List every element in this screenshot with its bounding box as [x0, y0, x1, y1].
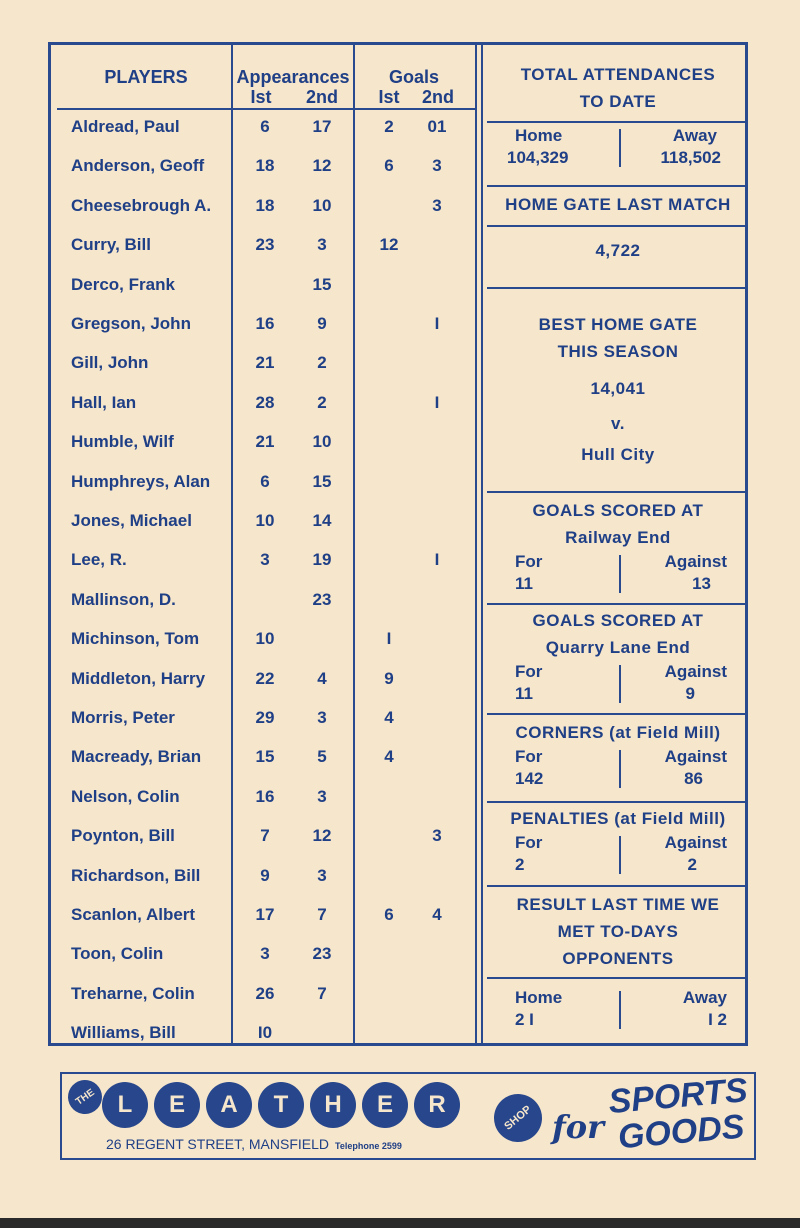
- rule: [487, 801, 747, 803]
- player-name: Jones, Michael: [71, 511, 192, 530]
- best-home-gate: [487, 311, 749, 468]
- appearances-header: Appearances: [236, 67, 350, 87]
- player-name: Morris, Peter: [71, 708, 175, 727]
- address-text: 26 REGENT STREET, MANSFIELD: [106, 1136, 330, 1152]
- goals-1st: 2: [384, 117, 394, 136]
- attendances-figures: [487, 125, 749, 169]
- player-name: Humble, Wilf: [71, 432, 174, 452]
- appearances-2nd: 4: [317, 668, 327, 688]
- table-row: [51, 982, 476, 1022]
- away-attendance: 118,502: [660, 148, 721, 167]
- best-gate-subtitle: THIS SEASON: [557, 342, 679, 361]
- appearances-2nd: 2: [317, 392, 327, 412]
- split-line: [619, 991, 621, 1029]
- player-name: Cheesebrough A.: [71, 195, 212, 215]
- appearances-1st: I0: [257, 1023, 273, 1043]
- player-name: Scanlon, Albert: [71, 905, 196, 924]
- appearances-1st: 9: [260, 865, 270, 885]
- telephone-text: Telephone 2599: [335, 1141, 402, 1151]
- last-result-title: RESULT LAST TIME WE: [516, 895, 720, 914]
- table-row: [51, 942, 476, 982]
- letter-circle: T: [258, 1082, 304, 1128]
- player-name: Macready, Brian: [71, 747, 202, 767]
- sports-word: SPORTS: [607, 1071, 750, 1122]
- the-badge: THE: [61, 1073, 108, 1120]
- rule: [487, 185, 747, 187]
- player-name: Williams, Bill: [71, 1023, 176, 1043]
- home-label: Home: [515, 126, 563, 145]
- away-label: Away: [672, 126, 717, 145]
- goals-1st: 6: [384, 156, 394, 176]
- appearances-1st: 18: [255, 195, 275, 215]
- app-1st-header: Ist: [250, 87, 272, 107]
- corners-title: CORNERS (at Field Mill): [515, 723, 721, 742]
- best-gate-value: 14,041: [590, 379, 646, 398]
- goals-2nd-header: 2nd: [421, 87, 454, 107]
- player-name: Mallinson, D.: [71, 589, 176, 609]
- appearances-1st: 21: [255, 432, 275, 452]
- corners-for: 142: [515, 769, 544, 788]
- appearances-1st: 22: [255, 668, 275, 688]
- for-text: for: [552, 1108, 604, 1146]
- player-name: Gregson, John: [71, 314, 191, 333]
- table-row: [51, 233, 476, 273]
- appearances-1st: 15: [255, 747, 275, 767]
- appearances-2nd: 3: [317, 865, 327, 885]
- goals-2nd: I: [434, 392, 440, 412]
- letter-circle: L: [102, 1082, 148, 1128]
- leather-shop-advert: [60, 1072, 756, 1160]
- last-gate-value: 4,722: [595, 241, 641, 260]
- best-gate-opponent: Hull City: [581, 445, 655, 464]
- letter-circle: E: [362, 1082, 408, 1128]
- table-row: [51, 706, 476, 746]
- appearances-1st: 18: [255, 156, 275, 176]
- goals-1st: 12: [379, 235, 399, 255]
- railway-for: 11: [515, 574, 533, 593]
- goals-1st: 4: [384, 747, 394, 767]
- appearances-1st: 28: [255, 392, 275, 412]
- appearances-2nd: 14: [312, 511, 332, 530]
- rule: [487, 977, 747, 979]
- table-row: [51, 194, 476, 234]
- players-header: PLAYERS: [104, 67, 188, 87]
- quarry-for: 11: [515, 684, 533, 703]
- appearances-2nd: 23: [312, 944, 332, 964]
- appearances-1st: 29: [255, 708, 275, 727]
- appearances-2nd: 15: [312, 274, 332, 294]
- table-row: [51, 273, 476, 313]
- rule: [487, 885, 747, 887]
- appearances-2nd: 17: [312, 117, 332, 136]
- against-label: Against: [664, 662, 727, 681]
- goals-2nd: 3: [432, 156, 442, 176]
- penalties-title: PENALTIES (at Field Mill): [510, 809, 726, 828]
- appearances-2nd: 2: [317, 353, 327, 373]
- split-line: [619, 129, 621, 167]
- appearances-1st: 23: [255, 235, 275, 255]
- table-row: [51, 667, 476, 707]
- goals-2nd: 4: [432, 905, 442, 924]
- corners-against: 86: [684, 769, 703, 788]
- appearances-2nd: 7: [317, 983, 327, 1003]
- table-row: [51, 785, 476, 825]
- sports-goods-text: [607, 1072, 752, 1156]
- last-result-scores: [487, 987, 749, 1031]
- goods-word: GOODS: [616, 1107, 746, 1157]
- quarry-end-goals: [487, 607, 749, 705]
- letter-circle: A: [206, 1082, 252, 1128]
- appearances-2nd: 10: [312, 195, 332, 215]
- for-label: For: [515, 833, 543, 852]
- appearances-2nd: 10: [312, 432, 332, 452]
- shop-address: [106, 1136, 402, 1152]
- goals-2nd: I: [434, 550, 440, 570]
- last-result-away: I 2: [708, 1010, 727, 1029]
- appearances-2nd: 23: [312, 589, 332, 609]
- split-line: [619, 836, 621, 874]
- appearances-2nd: 3: [317, 235, 327, 255]
- player-name: Anderson, Geoff: [71, 156, 205, 176]
- quarry-title: GOALS SCORED AT: [532, 611, 704, 630]
- home-attendance: 104,329: [507, 148, 569, 167]
- stats-frame: [48, 42, 748, 1046]
- table-row: [51, 391, 476, 431]
- railway-title: GOALS SCORED AT: [532, 501, 704, 520]
- goals-1st: 4: [384, 708, 394, 727]
- attendances-subtitle: TO DATE: [579, 92, 657, 111]
- quarry-subtitle: Quarry Lane End: [545, 638, 691, 657]
- app-2nd-header: 2nd: [305, 87, 338, 107]
- last-result-home: 2 I: [515, 1010, 534, 1029]
- appearances-2nd: 9: [317, 314, 327, 333]
- appearances-1st: 16: [255, 786, 275, 806]
- page-edge: [0, 1218, 800, 1228]
- divider: [481, 45, 483, 1043]
- penalties-for: 2: [515, 855, 525, 874]
- player-name: Lee, R.: [71, 550, 127, 570]
- appearances-1st: 3: [260, 550, 270, 570]
- appearances-2nd: 3: [317, 786, 327, 806]
- player-name: Middleton, Harry: [71, 668, 206, 688]
- table-row: [51, 115, 476, 155]
- rule: [487, 121, 747, 123]
- table-row: [51, 430, 476, 470]
- player-name: Derco, Frank: [71, 274, 175, 294]
- appearances-2nd: 12: [312, 826, 332, 846]
- last-result: [487, 891, 749, 972]
- split-line: [619, 555, 621, 593]
- railway-against: 13: [692, 574, 711, 593]
- appearances-1st: 7: [260, 826, 270, 846]
- table-row: [51, 745, 476, 785]
- appearances-1st: 10: [255, 629, 275, 649]
- goals-1st: 9: [384, 668, 394, 688]
- table-row: [51, 548, 476, 588]
- player-name: Treharne, Colin: [71, 983, 195, 1003]
- rule: [487, 491, 747, 493]
- total-attendances: [487, 61, 749, 115]
- goals-1st-header: Ist: [378, 87, 400, 107]
- goals-2nd: I: [434, 314, 440, 333]
- appearances-1st: 3: [260, 944, 270, 964]
- quarry-against: 9: [685, 684, 695, 703]
- appearances-1st: 6: [260, 117, 270, 136]
- player-name: Toon, Colin: [71, 944, 164, 964]
- for-label: For: [515, 552, 543, 571]
- against-label: Against: [664, 552, 727, 571]
- corners: [487, 719, 749, 790]
- best-gate-title: BEST HOME GATE: [538, 315, 698, 334]
- goals-2nd: 01: [427, 117, 447, 136]
- appearances-1st: 10: [255, 511, 275, 530]
- rule: [487, 603, 747, 605]
- goals-header: Goals: [388, 67, 440, 87]
- table-row: [51, 351, 476, 391]
- against-label: Against: [664, 833, 727, 852]
- for-label: For: [515, 662, 543, 681]
- player-name: Richardson, Bill: [71, 865, 201, 885]
- last-result-title-3: OPPONENTS: [562, 949, 674, 968]
- letter-circle: E: [154, 1082, 200, 1128]
- railway-end-goals: [487, 497, 749, 595]
- table-row: [51, 627, 476, 667]
- player-name: Curry, Bill: [71, 235, 151, 255]
- penalties: [487, 805, 749, 876]
- appearances-1st: 6: [260, 471, 270, 491]
- last-gate-value-box: [487, 237, 749, 264]
- header-rule: [57, 108, 475, 110]
- best-gate-vs: v.: [611, 414, 625, 433]
- away-label: Away: [682, 988, 727, 1007]
- player-name: Humphreys, Alan: [71, 471, 211, 491]
- table-row: [51, 588, 476, 628]
- goals-2nd: 3: [432, 826, 442, 846]
- appearances-1st: 26: [255, 983, 275, 1003]
- appearances-2nd: 5: [317, 747, 327, 767]
- for-label: For: [515, 747, 543, 766]
- appearances-2nd: 7: [317, 905, 327, 924]
- shop-badge: SHOP: [484, 1084, 552, 1152]
- table-row: [51, 470, 476, 510]
- appearances-1st: 21: [255, 353, 275, 373]
- last-gate-title: HOME GATE LAST MATCH: [505, 195, 731, 214]
- railway-subtitle: Railway End: [565, 528, 671, 547]
- letter-circle: R: [414, 1082, 460, 1128]
- player-name: Hall, Ian: [71, 392, 137, 412]
- goals-2nd: 3: [432, 195, 442, 215]
- table-row: [51, 903, 476, 943]
- rule: [487, 713, 747, 715]
- player-name: Nelson, Colin: [71, 786, 180, 806]
- goals-1st: I: [386, 629, 392, 649]
- last-result-title-2: MET TO-DAYS: [557, 922, 679, 941]
- attendances-title: TOTAL ATTENDANCES: [520, 65, 716, 84]
- appearances-1st: 16: [255, 314, 275, 333]
- table-row: [51, 864, 476, 904]
- player-name: Gill, John: [71, 353, 149, 373]
- rule: [487, 287, 747, 289]
- appearances-2nd: 19: [312, 550, 332, 570]
- table-row: [51, 1021, 476, 1061]
- penalties-against: 2: [687, 855, 697, 874]
- table-row: [51, 154, 476, 194]
- player-name: Aldread, Paul: [71, 117, 180, 136]
- appearances-2nd: 15: [312, 471, 332, 491]
- letter-circle: H: [310, 1082, 356, 1128]
- player-name: Poynton, Bill: [71, 826, 175, 846]
- split-line: [619, 750, 621, 788]
- appearances-2nd: 3: [317, 708, 327, 727]
- home-label: Home: [515, 988, 563, 1007]
- table-row: [51, 509, 476, 549]
- rule: [487, 225, 747, 227]
- against-label: Against: [664, 747, 727, 766]
- appearances-2nd: 12: [312, 156, 332, 176]
- split-line: [619, 665, 621, 703]
- home-gate-last-match: [487, 191, 749, 218]
- goals-1st: 6: [384, 905, 394, 924]
- appearances-1st: 17: [255, 905, 275, 924]
- table-row: [51, 312, 476, 352]
- table-row: [51, 824, 476, 864]
- leather-wordmark: [102, 1082, 466, 1130]
- player-name: Michinson, Tom: [71, 629, 200, 649]
